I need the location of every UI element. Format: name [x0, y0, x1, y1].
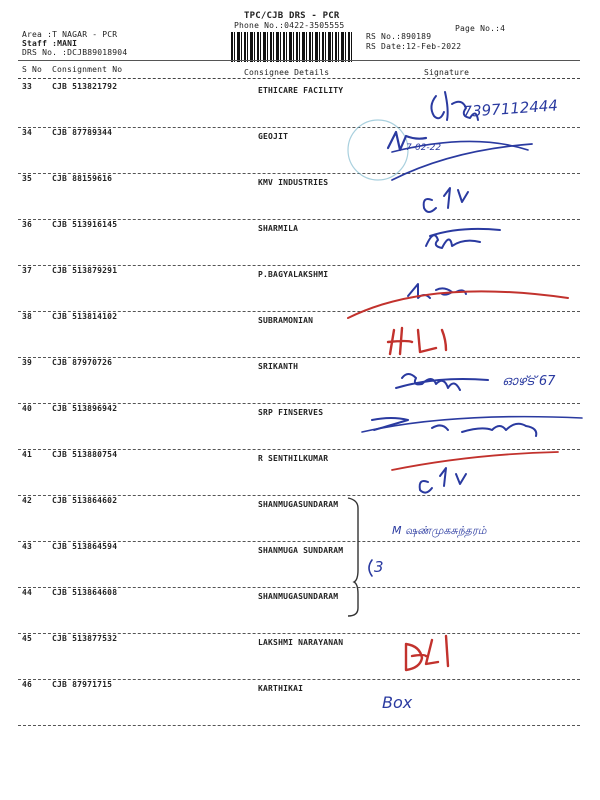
- signature-40: [372, 418, 536, 436]
- consignee-name: KARTHIKAI: [258, 684, 304, 693]
- consignment-number: CJB 87789344: [52, 128, 113, 137]
- signature-39: [396, 374, 488, 390]
- row-number: 42: [22, 496, 33, 505]
- rs-date: RS Date:12-Feb-2022: [366, 42, 462, 51]
- consignment-number: CJB 513877532: [52, 634, 118, 643]
- row-number: 34: [22, 128, 33, 137]
- row-number: 33: [22, 82, 33, 91]
- consignee-name: KMV INDUSTRIES: [258, 178, 329, 187]
- signature-41: [420, 468, 466, 493]
- signature-34-date: 7-02-22: [406, 143, 442, 153]
- consignment-number: CJB 513864608: [52, 588, 118, 597]
- rs-number: RS No.:890189: [366, 32, 432, 41]
- row-number: 36: [22, 220, 33, 229]
- consignment-number: CJB 87971715: [52, 680, 113, 689]
- consignee-name: R SENTHILKUMAR: [258, 454, 329, 463]
- consignee-name: SRIKANTH: [258, 362, 299, 371]
- consignee-name: SRP FINSERVES: [258, 408, 324, 417]
- col-consignment: Consignment No: [52, 65, 123, 74]
- consignment-number: CJB 88159616: [52, 174, 113, 183]
- row-number: 45: [22, 634, 33, 643]
- consignee-name: SHARMILA: [258, 224, 299, 233]
- row-number: 46: [22, 680, 33, 689]
- consignee-name: SHANMUGASUNDARAM: [258, 500, 339, 509]
- signature-35: [424, 188, 468, 212]
- signature-39-number: ഓഴ്ട് 67: [502, 374, 556, 389]
- phone-number: Phone No.:0422-3505555: [234, 21, 345, 30]
- consignee-name: SHANMUGASUNDARAM: [258, 592, 339, 601]
- consignee-name: ETHICARE FACILITY: [258, 86, 344, 95]
- col-sno: S No: [22, 65, 43, 74]
- row-number: 43: [22, 542, 33, 551]
- strike-37: [348, 291, 568, 318]
- bracket-count-paren: [369, 560, 372, 576]
- row-number: 38: [22, 312, 33, 321]
- row-number: 39: [22, 358, 33, 367]
- row-number: 40: [22, 404, 33, 413]
- bracket-42-44: [348, 498, 358, 616]
- row-number: 41: [22, 450, 33, 459]
- signature-42-name: M ஷண்முகசுந்தரம்: [392, 524, 487, 537]
- area-label: Area :T NAGAR - PCR: [22, 30, 118, 39]
- consignment-number: CJB 513864602: [52, 496, 118, 505]
- bracket-count: 3: [374, 558, 384, 576]
- sheet-title: TPC/CJB DRS - PCR: [244, 11, 340, 21]
- drs-number: DRS No. :DCJB89018904: [22, 48, 128, 57]
- col-consignee: Consignee Details: [244, 68, 330, 77]
- staff-label: Staff :MANI: [22, 39, 78, 48]
- signature-36: [426, 229, 500, 248]
- consignment-number: CJB 513821792: [52, 82, 118, 91]
- consignee-name: GEOJIT: [258, 132, 289, 141]
- consignment-number: CJB 513896942: [52, 404, 118, 413]
- consignee-name: LAKSHMI NARAYANAN: [258, 638, 344, 647]
- consignee-name: SHANMUGA SUNDARAM: [258, 546, 344, 555]
- row-number: 37: [22, 266, 33, 275]
- consignment-number: CJB 513814102: [52, 312, 118, 321]
- consignment-number: CJB 513879291: [52, 266, 118, 275]
- row-number: 44: [22, 588, 33, 597]
- consignment-number: CJB 513864594: [52, 542, 118, 551]
- consignment-number: CJB 87970726: [52, 358, 113, 367]
- col-signature: Signature: [424, 68, 470, 77]
- strike-41: [392, 452, 558, 470]
- consignment-number: CJB 513880754: [52, 450, 118, 459]
- signature-38: [388, 328, 446, 354]
- signature-33-phone: 7397112444: [462, 96, 559, 121]
- consignee-name: P.BAGYALAKSHMI: [258, 270, 329, 279]
- page-number: Page No.:4: [455, 24, 506, 33]
- signature-45: [406, 636, 448, 670]
- row-number: 35: [22, 174, 33, 183]
- consignment-number: CJB 513916145: [52, 220, 118, 229]
- consignee-name: SUBRAMONIAN: [258, 316, 314, 325]
- signature-46: Box: [382, 693, 413, 712]
